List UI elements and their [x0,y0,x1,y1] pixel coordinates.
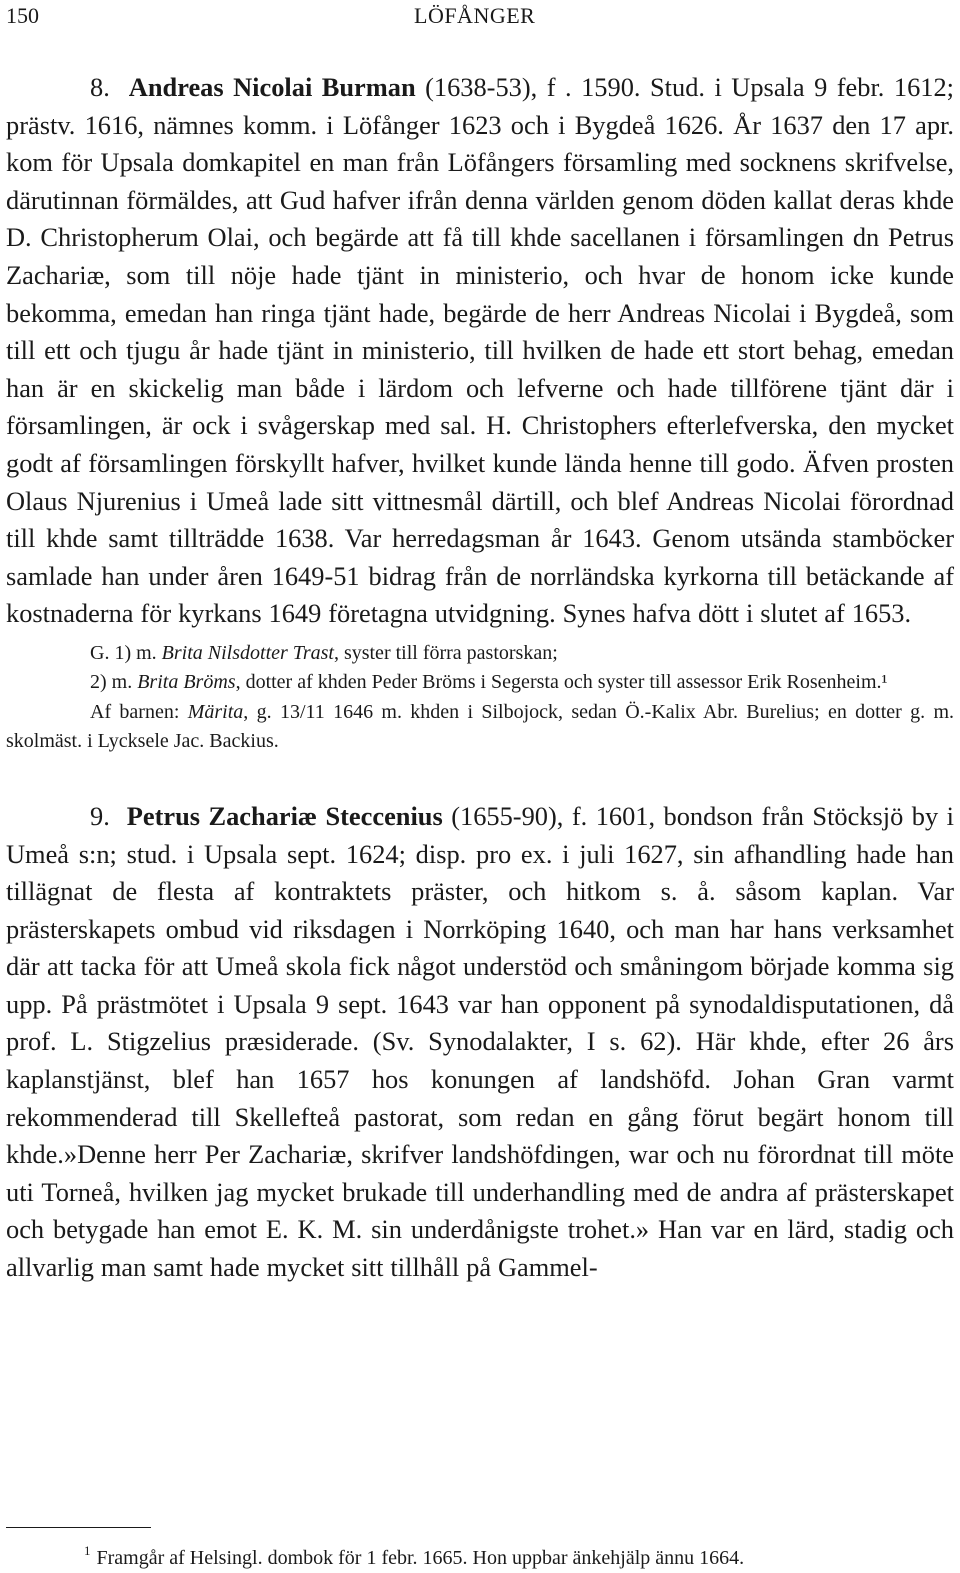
child-name: Märita [187,700,244,723]
marriage-1-prefix: G. 1) m. [90,641,162,664]
entry-number: 9. [90,800,110,831]
entry-name: Andreas Nicolai Burman [128,72,416,102]
footnote-text: Framgår af Helsingl. dombok för 1 febr. 1665. Hon uppbar änkehjälp ännu 1664. [96,1547,745,1569]
entry-9 [6,798,954,1287]
spouse-name: Brita Bröms [137,671,236,694]
marriage-2-prefix: 2) m. [90,671,138,694]
marriage-2-rest: , dotter af khden Peder Bröms i Segersta och syster till assessor Erik Rosenheim.¹ [235,671,888,694]
page-header [6,0,954,32]
entry-8 [6,69,954,633]
footnote-divider [6,1527,151,1528]
page-number: 150 [6,3,39,28]
children-prefix: Af barnen: [90,700,188,723]
footnote-marker: 1 [84,1543,91,1558]
document-page [6,0,954,1287]
marriage-2 [6,668,954,698]
children-rest: , g. 13/11 1646 m. khden i Silbojock, sedan Ö.-Kalix Abr. Burelius; en dotter g. m. skolmäst. i Lycksele Jac. Backius. [6,700,955,753]
marriage-1-rest: , syster till förra pastorskan; [333,641,558,664]
entry-name: Petrus Zachariæ Steccenius [126,800,443,831]
spouse-name: Brita Nilsdotter Trast [161,641,334,664]
entry-8-paragraph [6,69,954,633]
marriage-1 [6,639,954,669]
children [6,698,954,757]
entry-text: (1655-90), f. 1601, bondson från Stöcksjö by i Umeå s:n; stud. i Upsala sept. 1624; disp. pro ex. i juli 1627, sin afhandling hade han tillägnat de flesta af kontraktets präster, och hitkom s. å. såsom kaplan. Var prästerskapets ombud vid riksdagen i Norrköping 1640, och man har hans verksamhet där att tacka för att Umeå skola fick något understöd och småningom började komma sig upp. På prästmötet i Upsala 9 sept. 1643 var han opponent på synodaldisputationen, då prof. L. Stigzelius præsiderade. (Sv. Synodalakter, I s. 62). Här khde, efter 26 års kaplanstjänst, blef han 1657 hos konungen af landshöfd. Johan Gran varmt rekommenderad till Skellefteå pastorat, som redan en gång förut begärt honom till khde.»Denne herr Per Zachariæ, skrifver landshöfdingen, war och nu förordnat till möte uti Torneå, hvilken jag mycket brukade till underhandling med de andra af prästerskapet och betygade han emot E. K. M. sin underdånigste trohet.» Han var en lärd, stadig och allvarlig man samt hade mycket sitt tillhåll på Gammel- [6,800,954,1283]
footnote [84,1538,744,1571]
entry-9-paragraph [6,798,954,1287]
entry-number: 8. [90,72,110,102]
entry-8-family [6,639,954,757]
running-title: LÖFÅNGER [414,3,536,28]
entry-text: (1638-53), f . 1590. Stud. i Upsala 9 febr. 1612; prästv. 1616, nämnes komm. i Löfånger 1623 och i Bygdeå 1626. År 1637 den 17 apr. kom för Upsala domkapitel en man från Löfångers församling med socknens skrifvelse, därutinnan förmäldes, att Gud hafver ifrån denna världen genom döden kallat deras khde D. Christopherum Olai, och begärde att få till khde sacellanen i församlingen dn Petrus Zachariæ, som till nöje hade tjänt in ministerio, och hvar de honom icke kunde bekomma, emedan han ringa tjänt hade, begärde de herr Andreas Nicolai i Bygdeå, som till ett och tjugu år hade tjänt in ministerio, till hvilken de hade ett stort behag, emedan han är en skickelig man både i lärdom och lefverne och hade tillförene tjänt där i församlingen, är ock i svågerskap med sal. H. Christophers efterlefverska, den mycket godt af församlingen förskyllt hafver, hvilket kunde lända henne till godo. Äfven prosten Olaus Njurenius i Umeå lade sitt vittnesmål därtill, och blef Andreas Nicolai förordnad till khde samt tillträdde 1638. Var herredagsman år 1643. Genom utsända stamböcker samlade han under åren 1649-51 bidrag från de norrländska kyrkorna till betäckande af kostnaderna för kyrkans 1649 företagna utvidgning. Synes hafva dött i slutet af 1653. [6,72,954,629]
